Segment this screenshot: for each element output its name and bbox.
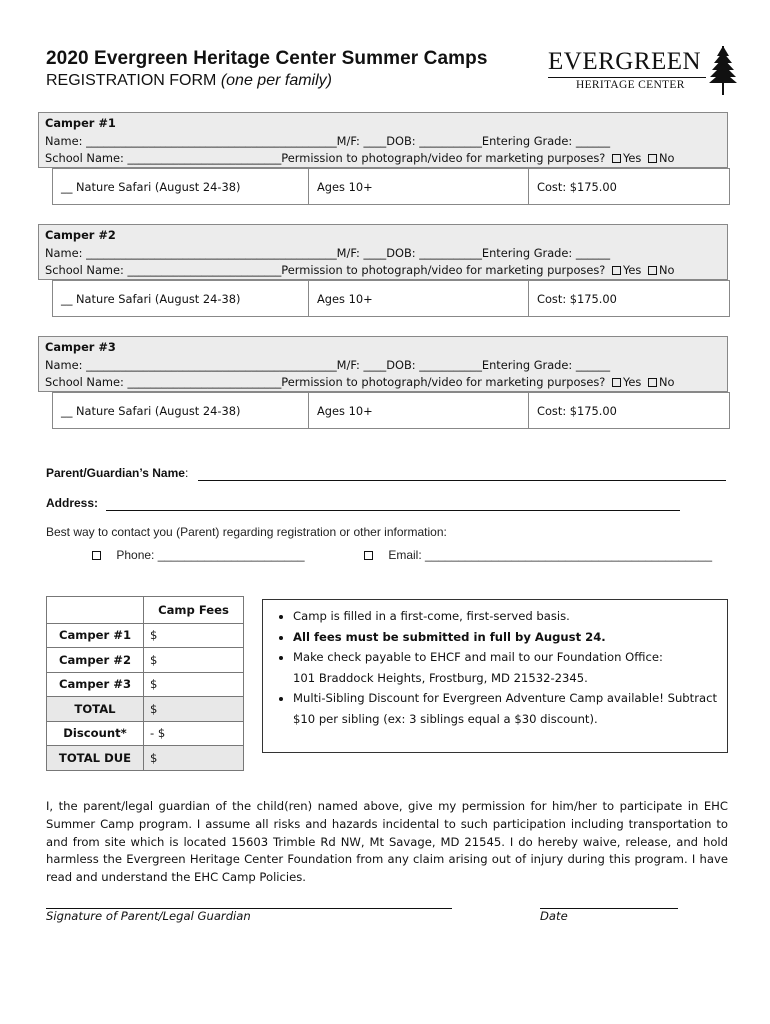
note-item	[293, 647, 717, 688]
form-subtitle	[46, 72, 332, 90]
fee-label: Discount*	[47, 721, 144, 746]
note-address: 101 Braddock Heights, Frostburg, MD 21532-2345.	[293, 670, 588, 685]
date-label: Date	[540, 909, 568, 923]
logo-word: EVERGREEN	[548, 48, 702, 75]
phone-checkbox[interactable]	[92, 551, 101, 560]
camper-3-session-row	[52, 392, 730, 429]
email-option	[364, 548, 712, 562]
table-row	[47, 648, 244, 673]
camper-heading: Camper #2	[45, 228, 116, 242]
session-name[interactable]: __ Nature Safari (August 24-38)	[53, 281, 309, 316]
session-name[interactable]: __ Nature Safari (August 24-38)	[53, 169, 309, 204]
no-checkbox[interactable]	[648, 266, 657, 275]
school-permission-text[interactable]: School Name: ___________________________Permission to photograph/video for marketing purposes?	[45, 151, 606, 165]
yes-checkbox[interactable]	[612, 266, 621, 275]
fee-value[interactable]: $	[144, 648, 244, 673]
table-row	[47, 746, 244, 771]
camper-2-session-row	[52, 280, 730, 317]
waiver-paragraph: I, the parent/legal guardian of the child(ren) named above, give my permission for him/her to participate in EHC Summer Camp program. I assume all risks and hazards incidental to such participation including transportation to and from site which is located 15603 Trimble Rd NW, Mt Savage, MD 21545. I do hereby waive, release, and hold harmless the Evergreen Heritage Center Foundation from any claim arising out of injury during this program. I have read and understand the EHC Camp Policies.	[46, 799, 728, 885]
email-field[interactable]: Email: ___________________________________________	[388, 548, 712, 562]
session-cost: Cost: $175.00	[537, 403, 617, 418]
school-permission-text[interactable]: School Name: ___________________________Permission to photograph/video for marketing purposes?	[45, 375, 606, 389]
camper-1-session-row	[52, 168, 730, 205]
camper-name-line[interactable]: Name: ____________________________________________M/F: ____DOB: ___________Entering Grade: ______	[45, 133, 611, 148]
no-checkbox[interactable]	[648, 378, 657, 387]
no-checkbox[interactable]	[648, 154, 657, 163]
camper-3-info	[38, 336, 728, 392]
camper-name-line[interactable]: Name: ____________________________________________M/F: ____DOB: ___________Entering Grade: ______	[45, 245, 611, 260]
no-label: No	[659, 375, 675, 389]
tree-icon	[706, 44, 740, 96]
note-item: • Multi-Sibling Discount for Evergreen Adventure Camp available! Subtract $10 per sibling (ex: 3 siblings equal a $30 discount).	[293, 688, 717, 729]
table-row	[47, 672, 244, 697]
subtitle-main: REGISTRATION FORM	[46, 72, 217, 89]
fees-corner-cell	[47, 597, 144, 624]
email-checkbox[interactable]	[364, 551, 373, 560]
yes-checkbox[interactable]	[612, 378, 621, 387]
phone-field[interactable]: Phone: ______________________	[116, 548, 305, 562]
table-row	[47, 697, 244, 722]
table-row	[47, 623, 244, 648]
subtitle-note: (one per family)	[220, 72, 332, 89]
camper-name-line[interactable]: Name: ____________________________________________M/F: ____DOB: ___________Entering Grade: ______	[45, 357, 611, 372]
camper-heading: Camper #1	[45, 116, 116, 130]
phone-option	[92, 548, 305, 562]
session-ages: Ages 10+	[309, 169, 529, 204]
yes-checkbox[interactable]	[612, 154, 621, 163]
fee-label: Camper #3	[47, 672, 144, 697]
fee-value[interactable]: $	[144, 746, 244, 771]
camper-school-line	[45, 374, 727, 392]
fee-label: Camper #1	[47, 623, 144, 648]
session-cost: Cost: $175.00	[537, 179, 617, 194]
session-name[interactable]: __ Nature Safari (August 24-38)	[53, 393, 309, 428]
evergreen-logo	[548, 44, 744, 96]
fee-value[interactable]: - $	[144, 721, 244, 746]
session-ages: Ages 10+	[309, 281, 529, 316]
fee-value[interactable]: $	[144, 697, 244, 722]
note-item: • All fees must be submitted in full by August 24.	[293, 627, 717, 648]
signature-label: Signature of Parent/Legal Guardian	[46, 909, 251, 923]
school-permission-text[interactable]: School Name: ___________________________Permission to photograph/video for marketing purposes?	[45, 263, 606, 277]
logo-subtitle: HERITAGE CENTER	[576, 79, 685, 91]
address-label: Address:	[46, 496, 99, 510]
fee-label: Camper #2	[47, 648, 144, 673]
table-row	[47, 721, 244, 746]
session-cost: Cost: $175.00	[537, 291, 617, 306]
yes-label: Yes	[622, 375, 642, 389]
no-label: No	[659, 151, 675, 165]
camper-1-info	[38, 112, 728, 168]
fees-table	[46, 596, 244, 771]
logo-rule	[548, 77, 706, 78]
yes-label: Yes	[622, 263, 642, 277]
fee-label: TOTAL	[47, 697, 144, 722]
fee-value[interactable]: $	[144, 672, 244, 697]
camper-2-info	[38, 224, 728, 280]
fee-value[interactable]: $	[144, 623, 244, 648]
note-text: Make check payable to EHCF and mail to our Foundation Office:	[293, 650, 663, 664]
fees-header: Camp Fees	[144, 597, 244, 624]
parent-name-label: Parent/Guardian’s Name:	[46, 466, 189, 480]
note-item: • Camp is filled in a first-come, first-served basis.	[293, 606, 717, 627]
yes-label: Yes	[622, 151, 642, 165]
camp-notes	[262, 599, 728, 753]
contact-question: Best way to contact you (Parent) regarding registration or other information:	[46, 525, 447, 539]
fee-label: TOTAL DUE	[47, 746, 144, 771]
camper-heading: Camper #3	[45, 340, 116, 354]
no-label: No	[659, 263, 675, 277]
parent-name-label-text: Parent/Guardian’s Name	[46, 466, 185, 480]
camper-school-line	[45, 150, 727, 168]
camper-school-line	[45, 262, 727, 280]
form-title: 2020 Evergreen Heritage Center Summer Camps	[46, 48, 488, 69]
address-field[interactable]	[106, 510, 680, 511]
session-ages: Ages 10+	[309, 393, 529, 428]
parent-name-field[interactable]	[198, 480, 726, 481]
